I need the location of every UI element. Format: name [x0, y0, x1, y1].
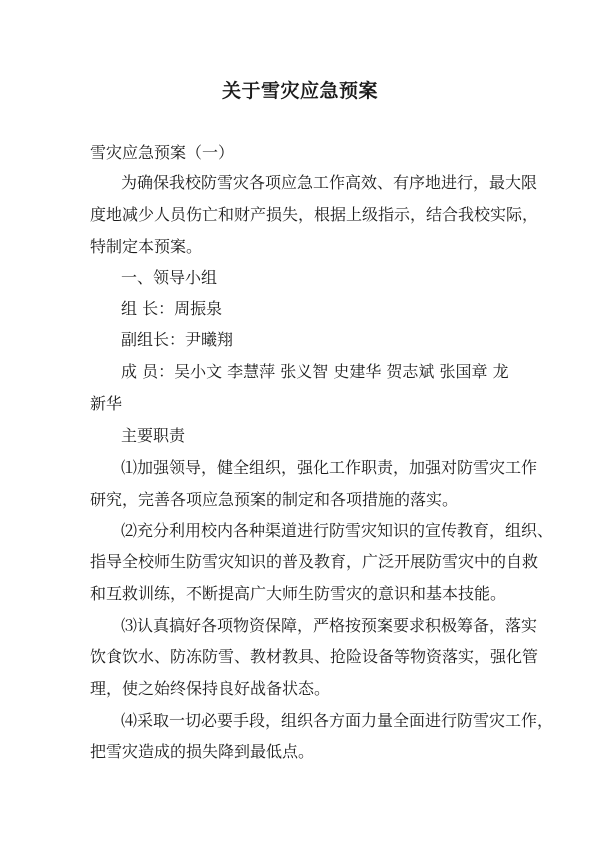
team-members-line-2: 新华 [90, 394, 123, 413]
plan-subtitle: 雪灾应急预案（一） [90, 143, 235, 162]
duty-2-line-1: ⑵充分利用校内各种渠道进行防雪灾知识的宣传教育，组织、 [121, 521, 554, 540]
team-deputy-leader: 副组长：尹曦翔 [121, 330, 234, 349]
intro-line-1: 为确保我校防雪灾各项应急工作高效、有序地进行，最大限 [121, 173, 538, 192]
intro-line-2: 度地减少人员伤亡和财产损失，根据上级指示，结合我校实际， [90, 205, 539, 224]
intro-line-3: 特制定本预案。 [90, 237, 203, 256]
duties-heading: 主要职责 [121, 426, 186, 445]
duty-2-line-2: 指导全校师生防雪灾知识的普及教育，广泛开展防雪灾中的自救 [90, 552, 539, 571]
duty-3-line-3: 理，使之始终保持良好战备状态。 [90, 679, 331, 698]
duty-3-line-2: 饮食饮水、防冻防雪、教材教具、抢险设备等物资落实，强化管 [90, 647, 539, 666]
duty-3-line-1: ⑶认真搞好各项物资保障，严格按预案要求积极筹备，落实 [121, 616, 538, 635]
duty-2-line-3: 和互救训练，不断提高广大师生防雪灾的意识和基本技能。 [90, 584, 507, 603]
team-members-line-1: 成 员：吴小文 李慧萍 张义智 史建华 贺志斌 张国章 龙 [121, 362, 509, 381]
team-leader: 组 长：周振泉 [121, 299, 223, 318]
duty-1-line-2: 研究，完善各项应急预案的制定和各项措施的落实。 [90, 490, 459, 509]
duty-4-line-1: ⑷采取一切必要手段，组织各方面力量全面进行防雪灾工作， [121, 711, 554, 730]
section-heading-leadership: 一、领导小组 [121, 268, 218, 287]
duty-1-line-1: ⑴加强领导，健全组织，强化工作职责，加强对防雪灾工作 [121, 458, 538, 477]
document-title: 关于雪灾应急预案 [221, 80, 378, 102]
duty-4-line-2: 把雪灾造成的损失降到最低点。 [90, 742, 315, 761]
